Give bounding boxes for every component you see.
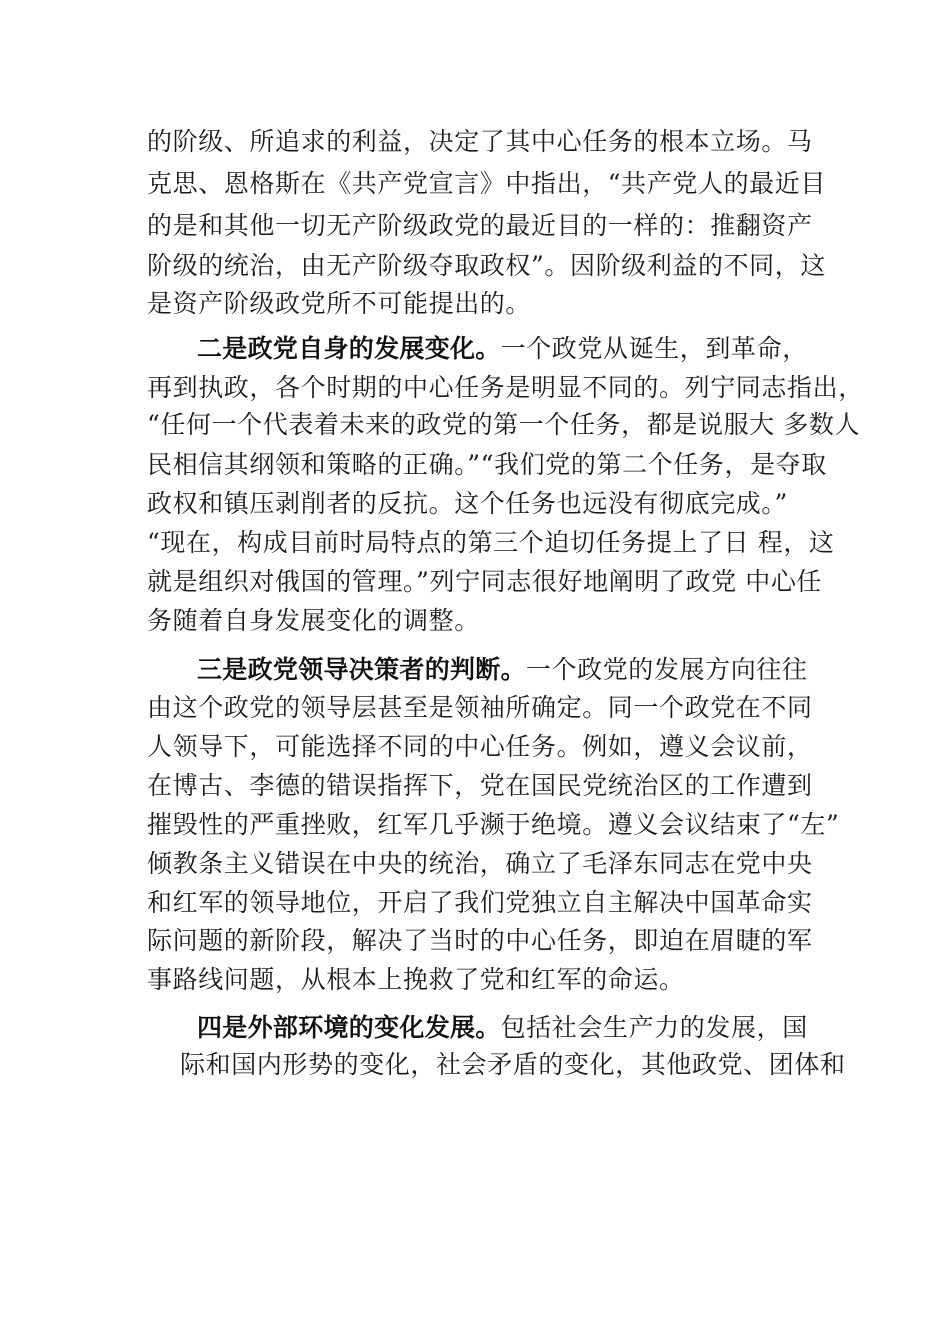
paragraph-3-line-5: 摧毁性的严重挫败，红军几乎濒于绝境。遵义会议结束了“左”: [147, 810, 840, 839]
paragraph-2-line-2: 再到执政，各个时期的中心任务是明显不同的。列宁同志指出，: [147, 373, 864, 402]
paragraph-3-line-4: 在博古、李德的错误指挥下，党在国民党统治区的工作遭到: [147, 771, 813, 800]
paragraph-3-first-line: [197, 653, 808, 687]
paragraph-2-line-7: 就是组织对俄国的管理。”列宁同志很好地阐明了政党 中心任: [147, 567, 823, 596]
paragraph-4-heading: 四是外部环境的变化发展。: [197, 1013, 501, 1042]
paragraph-2-first-line-text: 一个政党从诞生，到革命，: [500, 334, 808, 363]
paragraph-3-line-9: 事路线问题，从根本上挽救了党和红军的命运。: [147, 965, 685, 994]
paragraph-3-line-6: 倾教条主义错误在中央的统治，确立了毛泽东同志在党中央: [147, 849, 813, 878]
paragraph-2-line-6: “现在，构成目前时局特点的第三个迫切任务提上了日 程，这: [147, 528, 835, 557]
paragraph-1-line-2: 克思、恩格斯在《共产党宣言》中指出，“共产党人的最近目: [147, 169, 826, 198]
paragraph-3-line-3: 人领导下，可能选择不同的中心任务。例如，遵义会议前，: [147, 732, 813, 761]
paragraph-4-first-line-text: 包括社会生产力的发展，国: [500, 1013, 808, 1042]
paragraph-1-line-1: 的阶级、所追求的利益，决定了其中心任务的根本立场。马: [147, 127, 813, 156]
paragraph-3-line-2: 由这个政党的领导层甚至是领袖所确定。同一个政党在不同: [147, 693, 813, 722]
paragraph-4-line-2: 际和国内形势的变化，社会矛盾的变化，其他政党、团体和: [180, 1050, 846, 1079]
paragraph-2-line-5: 政权和镇压剥削者的反抗。这个任务也远没有彻底完成。”: [147, 489, 788, 518]
paragraph-2-heading: 二是政党自身的发展变化。: [197, 334, 501, 363]
paragraph-3-first-line-text: 一个政党的发展方向往往: [525, 655, 808, 684]
paragraph-4-first-line: [197, 1011, 808, 1045]
paragraph-2-line-3: “任何一个代表着未来的政党的第一个任务，都是说服大 多数人: [147, 410, 861, 439]
paragraph-2-first-line: [197, 332, 808, 366]
paragraph-1-line-4: 阶级的统治，由无产阶级夺取政权”。因阶级利益的不同，这: [147, 251, 826, 280]
paragraph-1-line-5: 是资产阶级政党所不可能提出的。: [147, 289, 532, 318]
paragraph-2-line-4: 民相信其纲领和策略的正确。”“我们党的第二个任务，是夺取: [147, 450, 827, 479]
paragraph-3-line-7: 和红军的领导地位，开启了我们党独立自主解决中国革命实: [147, 888, 813, 917]
paragraph-3-line-8: 际问题的新阶段，解决了当时的中心任务，即迫在眉睫的军: [147, 926, 813, 955]
paragraph-3-heading: 三是政党领导决策者的判断。: [197, 655, 526, 684]
paragraph-2-line-8: 务随着自身发展变化的调整。: [147, 606, 480, 635]
paragraph-1-line-3: 的是和其他一切无产阶级政党的最近目的一样的：推翻资产: [147, 211, 813, 240]
